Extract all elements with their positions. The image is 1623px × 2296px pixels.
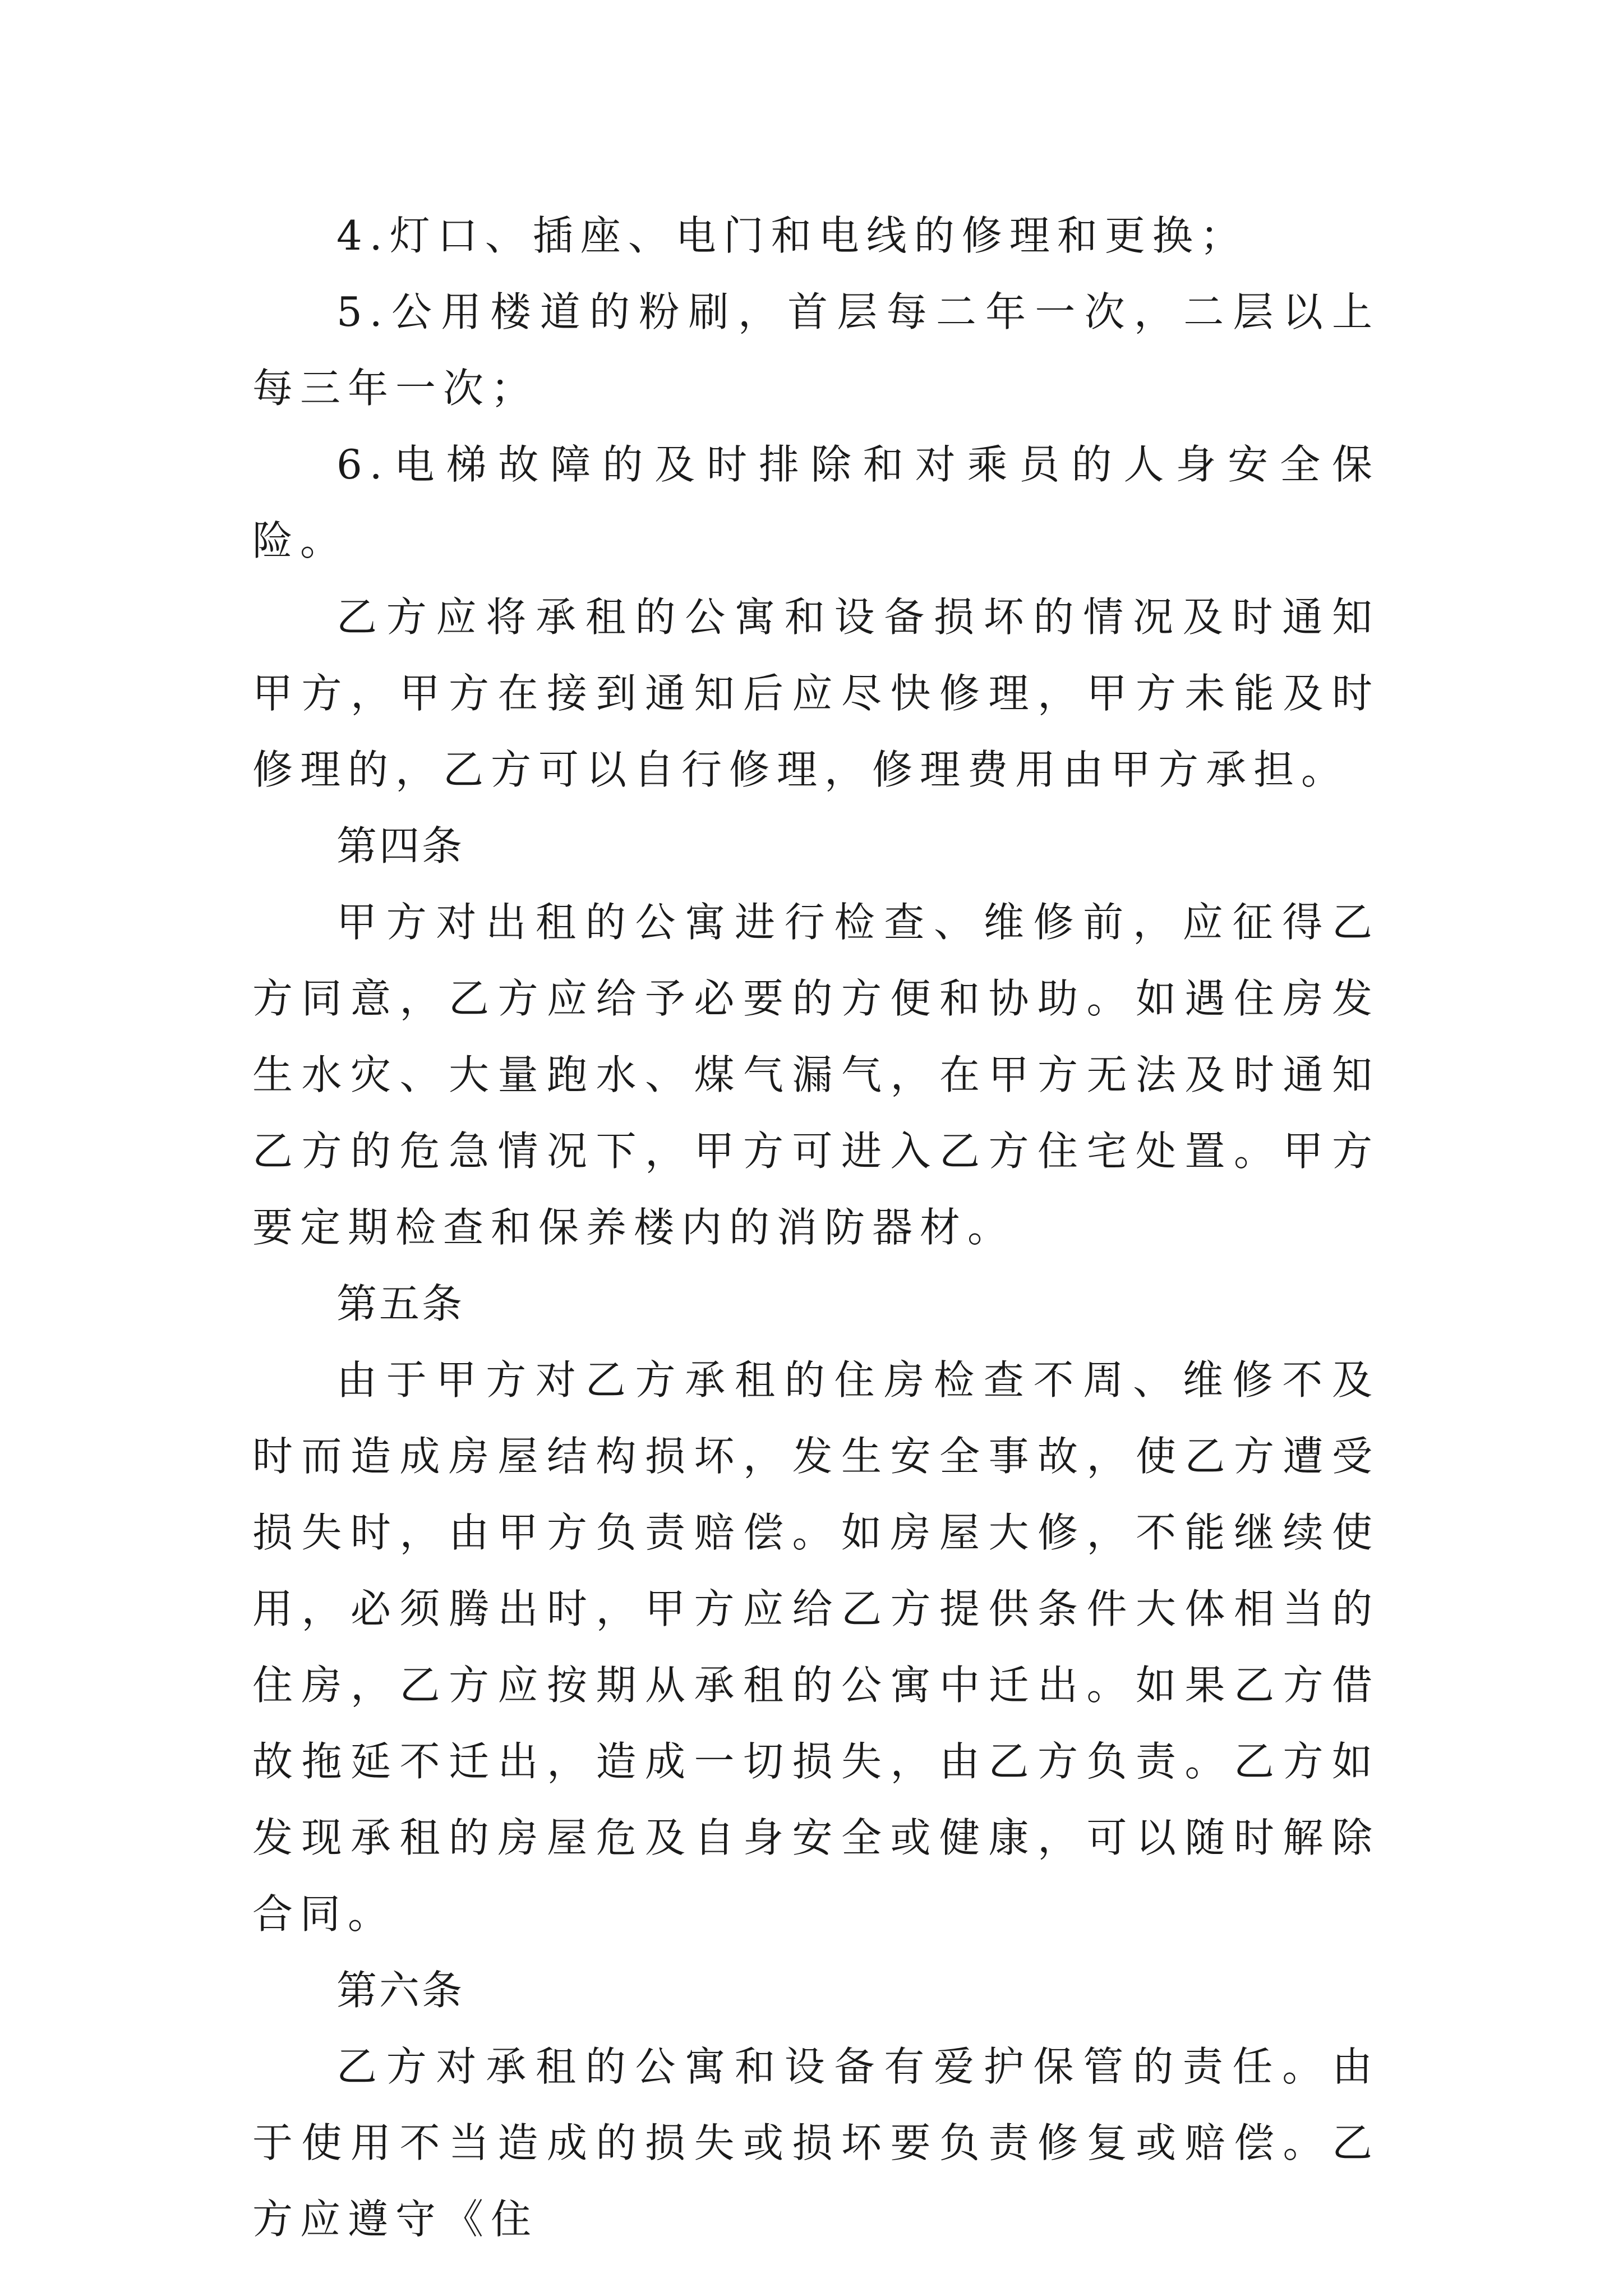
article-6-heading: 第六条 <box>336 1967 465 2014</box>
repair-notice-paragraph: 乙方应将承租的公寓和设备损坏的情况及时通知甲方，甲方在接到通知后应尽快修理，甲方未能及时修理的，乙方可以自行修理，修理费用由甲方承担。 <box>252 593 1380 793</box>
article-4-heading: 第四条 <box>336 822 465 869</box>
article-4-paragraph: 甲方对出租的公寓进行检查、维修前，应征得乙方同意，乙方应给予必要的方便和协助。如遇住房发生水灾、大量跑水、煤气漏气，在甲方无法及时通知乙方的危急情况下，甲方可进入乙方住宅处置。甲方要定期检查和保养楼内的消防器材。 <box>252 899 1380 1251</box>
article-5-paragraph: 由于甲方对乙方承租的住房检查不周、维修不及时而造成房屋结构损坏，发生安全事故，使乙方遭受损失时，由甲方负责赔偿。如房屋大修，不能继续使用，必须腾出时，甲方应给乙方提供条件大体相当的住房，乙方应按期从承租的公寓中迁出。如果乙方借故拖延不迁出，造成一切损失，由乙方负责。乙方如发现承租的房屋危及自身安全或健康，可以随时解除合同。 <box>252 1356 1380 1938</box>
list-item-4: 4.灯口、插座、电门和电线的修理和更换； <box>336 212 1248 259</box>
article-6-paragraph: 乙方对承租的公寓和设备有爱护保管的责任。由于使用不当造成的损失或损坏要负责修复或赔偿。乙方应遵守《住 <box>252 2043 1380 2243</box>
article-5-heading: 第五条 <box>336 1280 465 1327</box>
document-body <box>252 197 1380 2257</box>
list-item-5: 5.公用楼道的粉刷，首层每二年一次，二层以上每三年一次； <box>252 288 1380 412</box>
list-item-6: 6.电梯故障的及时排除和对乘员的人身安全保险。 <box>252 441 1380 564</box>
